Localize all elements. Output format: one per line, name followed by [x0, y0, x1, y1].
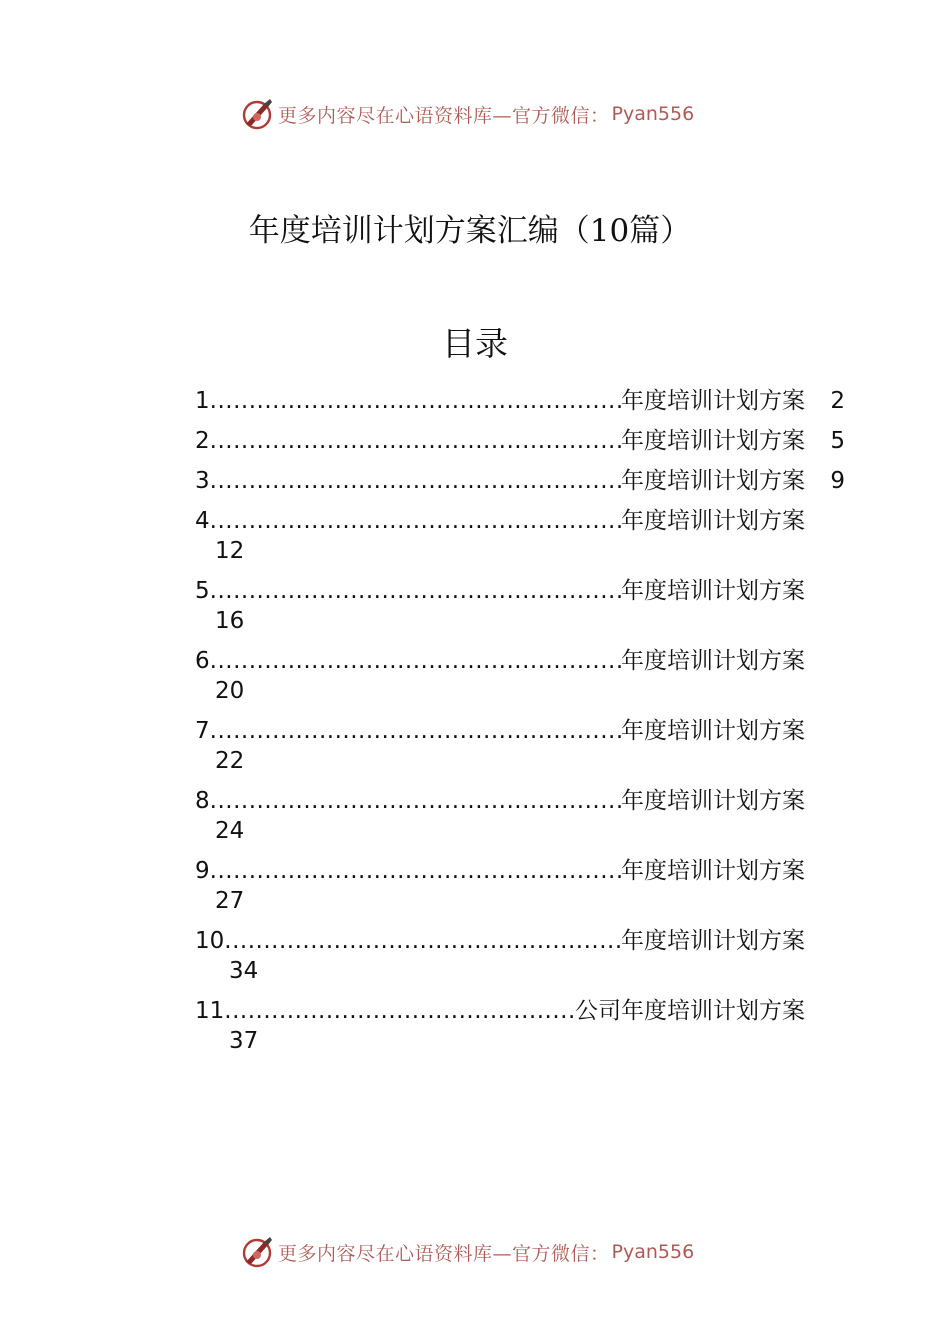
toc-entry-title: 公司年度培训计划方案 [575, 998, 805, 1024]
toc-entry-page: 2 [830, 388, 845, 414]
banner-wechat-id: Pyan556 [611, 1241, 695, 1263]
table-of-contents [195, 386, 845, 1066]
toc-leader-dots [210, 576, 621, 606]
toc-entry-number: 4 [195, 508, 210, 534]
toc-entry-title: 年度培训计划方案 [621, 788, 805, 814]
footer-banner [240, 1234, 694, 1270]
toc-entry-title: 年度培训计划方案 [621, 388, 805, 414]
banner-text: 更多内容尽在心语资料库—官方微信： [278, 1242, 610, 1265]
toc-entry-title: 年度培训计划方案 [621, 578, 805, 604]
toc-entry[interactable] [195, 466, 845, 506]
toc-entry-page: 16 [215, 608, 245, 634]
toc-entry-title: 年度培训计划方案 [621, 718, 805, 744]
toc-entry[interactable] [195, 996, 845, 1066]
pen-logo-icon [240, 1235, 274, 1269]
toc-entry-page: 5 [830, 428, 845, 454]
toc-entry-number: 2 [195, 428, 210, 454]
toc-entry-title: 年度培训计划方案 [621, 468, 805, 494]
toc-entry-page: 24 [215, 818, 245, 844]
toc-entry-number: 5 [195, 578, 210, 604]
toc-leader-dots [224, 996, 575, 1026]
toc-entry[interactable] [195, 386, 845, 426]
toc-entry[interactable] [195, 646, 845, 716]
toc-entry-page: 27 [215, 888, 245, 914]
toc-entry-page: 37 [229, 1028, 259, 1054]
banner-text: 更多内容尽在心语资料库—官方微信： [278, 104, 610, 127]
toc-leader-dots [210, 716, 621, 746]
toc-entry-page: 34 [229, 958, 259, 984]
pen-logo-icon [240, 97, 274, 131]
toc-entry-number: 8 [195, 788, 210, 814]
toc-entry-number: 9 [195, 858, 210, 884]
toc-entry-page: 12 [215, 538, 245, 564]
toc-entry[interactable] [195, 926, 845, 996]
toc-leader-dots [224, 926, 621, 956]
toc-entry-title: 年度培训计划方案 [621, 428, 805, 454]
toc-entry-number: 10 [195, 928, 225, 954]
toc-entry-title: 年度培训计划方案 [621, 648, 805, 674]
banner-wechat-id: Pyan556 [611, 103, 695, 125]
toc-entry-number: 11 [195, 998, 225, 1024]
toc-entry-number: 6 [195, 648, 210, 674]
toc-leader-dots [210, 786, 621, 816]
toc-entry-page: 22 [215, 748, 245, 774]
toc-entry-page: 9 [830, 468, 845, 494]
toc-entry[interactable] [195, 576, 845, 646]
toc-entry[interactable] [195, 426, 845, 466]
toc-entry[interactable] [195, 716, 845, 786]
toc-entry-title: 年度培训计划方案 [621, 858, 805, 884]
toc-leader-dots [210, 426, 621, 456]
toc-leader-dots [210, 506, 621, 536]
toc-entry[interactable] [195, 786, 845, 856]
toc-entry-number: 7 [195, 718, 210, 744]
toc-heading: 目录 [442, 324, 508, 363]
toc-leader-dots [210, 466, 621, 496]
toc-leader-dots [210, 646, 621, 676]
toc-entry-number: 1 [195, 388, 210, 414]
toc-entry-title: 年度培训计划方案 [621, 928, 805, 954]
header-banner [240, 96, 694, 132]
toc-leader-dots [210, 856, 621, 886]
toc-entry-title: 年度培训计划方案 [621, 508, 805, 534]
toc-leader-dots [210, 386, 621, 416]
toc-entry[interactable] [195, 856, 845, 926]
toc-entry-page: 20 [215, 678, 245, 704]
toc-entry-number: 3 [195, 468, 210, 494]
document-title: 年度培训计划方案汇编（10篇） [248, 213, 692, 249]
toc-entry[interactable] [195, 506, 845, 576]
